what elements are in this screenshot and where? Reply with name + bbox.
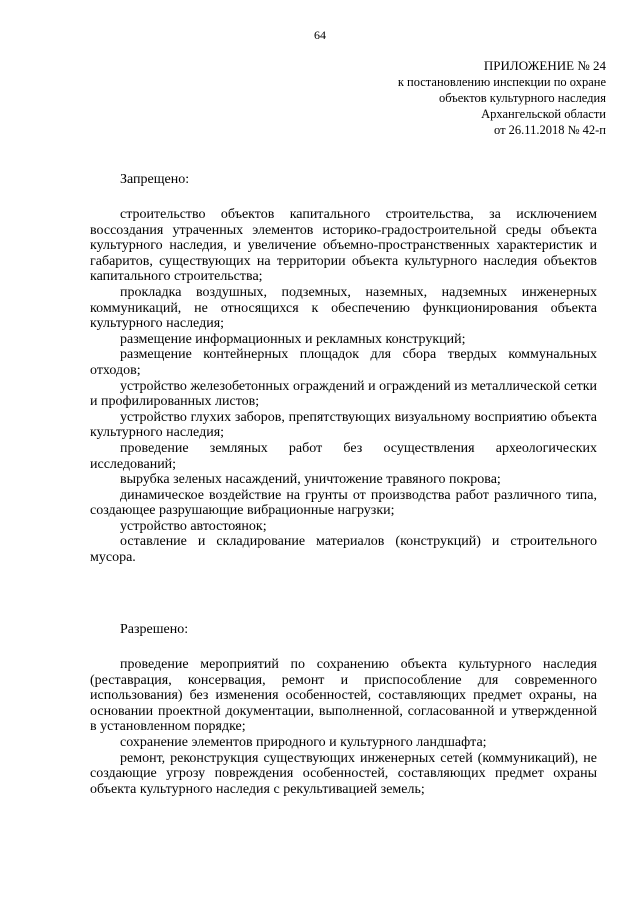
appendix-header [330,58,606,138]
forbidden-item: устройство железобетонных ограждений и ограждений из металлической сетки и профилированных листов; [90,378,597,410]
appendix-title: ПРИЛОЖЕНИЕ № 24 [483,58,606,73]
allowed-list [90,657,597,797]
forbidden-item: вырубка зеленых насаждений, уничтожение травяного покрова; [120,472,501,488]
forbidden-heading: Запрещено: [120,172,190,187]
allowed-heading: Разрешено: [120,622,189,637]
allowed-item: проведение мероприятий по сохранению объекта культурного наследия (реставрация, консервация, ремонт и приспособление для современного использования) без изменения особенностей, составляющих предмет охраны, на основании проектной документации, выполненной, согласованной и утвержденной в установленном порядке; [90,657,597,735]
forbidden-item: проведение земляных работ без осуществления археологических исследований; [90,440,597,472]
forbidden-item: оставление и складирование материалов (конструкций) и строительного мусора. [90,534,597,566]
forbidden-item: устройство автостоянок; [120,518,267,534]
forbidden-item: прокладка воздушных, подземных, наземных, надземных инженерных коммуникаций, не относящихся к обеспечению функционирования объекта культурного наследия; [90,284,597,332]
forbidden-item: размещение информационных и рекламных конструкций; [120,331,466,347]
forbidden-item: динамическое воздействие на грунты от производства работ различного типа, создающее разрушающие вибрационные нагрузки; [90,487,597,519]
forbidden-item: устройство глухих заборов, препятствующих визуальному восприятию объекта культурного наследия; [90,409,597,441]
appendix-line: от 26.11.2018 № 42-п [494,123,606,137]
forbidden-item: размещение контейнерных площадок для сбора твердых коммунальных отходов; [90,347,597,378]
appendix-line: объектов культурного наследия [439,91,606,105]
appendix-line: Архангельской области [481,107,606,121]
forbidden-item: строительство объектов капитального строительства, за исключением воссоздания утраченных элементов историко-градостроительной среды объекта культурного наследия, и увеличение объемно-пространственных характеристик и габаритов, существующих на территории объекта культурного наследия объектов капитального строительства; [90,207,597,285]
forbidden-list [90,207,597,566]
allowed-item: сохранение элементов природного и культурного ландшафта; [120,734,487,750]
page-number: 64 [314,28,326,42]
appendix-line: к постановлению инспекции по охране [397,75,606,89]
allowed-item: ремонт, реконструкция существующих инженерных сетей (коммуникаций), не создающие угрозу повреждения особенностей, составляющих предмет охраны объекта культурного наследия с рекультивацией земель; [90,750,597,797]
